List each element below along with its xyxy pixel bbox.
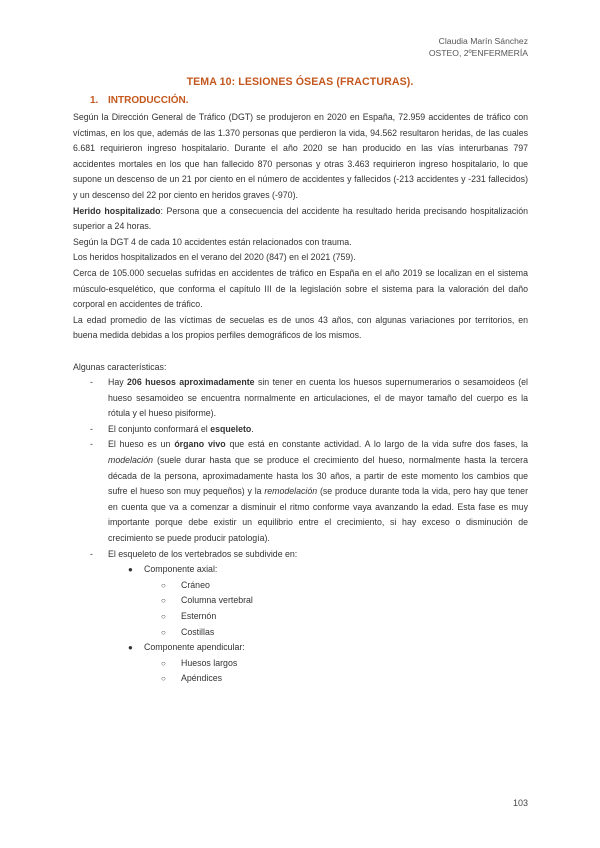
list-item: ○ Costillas (144, 625, 528, 641)
apendicular-items-list (144, 656, 528, 687)
paragraph-heridos-verano: Los heridos hospitalizados en el verano del 2020 (847) en el 2021 (759). (73, 252, 356, 263)
list-item: - El esqueleto de los vertebrados se subdivide en: ● Componente axial: ○ Cráneo ○ Columna vertebral ○ Esternón ○ Costillas ● Componente apendicular: ○ Huesos largos ○ Apéndices (73, 547, 528, 687)
page-number: 103 (512, 798, 528, 808)
paragraph-dgt-stats: Según la Dirección General de Tráfico (DGT) se produjeron en 2020 en España, 72.959 accidentes de tráfico con víctimas, en los que, además de las 1.370 personas que perdieron la vida, 94.562 resultaron heridas, de las cuales 6.681 requirieron ingreso hospitalario. Durante el año 2020 se han producido en las vías interurbanas 797 accidentes mortales en los que han fallecido 870 personas y otras 3.463 requirieron ingreso hospitalario, lo que supone un descenso de un 21 por ciento en el número de accidentes y fallecidos (-213 accidentes y -231 fallecidos) y un descenso del 22 por ciento en heridos graves (-970). (73, 112, 528, 200)
paragraph-edad-promedio: La edad promedio de las víctimas de secuelas es de unos 43 años, con algunas variaciones por territorios, en buena medida debidas a los propios perfiles demográficos de los mismos. (73, 314, 528, 341)
author-name: Claudia Marín Sánchez (438, 36, 528, 46)
circle-bullet: ○ (161, 627, 166, 637)
page-header (429, 35, 528, 59)
section-heading (90, 95, 189, 106)
section-label: INTRODUCCIÓN. (108, 95, 189, 106)
paragraph-caracteristicas: Algunas características: (73, 361, 167, 372)
dash-bullet: - (90, 439, 93, 450)
characteristics-list (73, 375, 528, 687)
course-name: OSTEO, 2ºENFERMERÍA (428, 48, 528, 58)
circle-bullet: ○ (161, 674, 166, 684)
dash-bullet: - (90, 423, 93, 434)
paragraph-trauma: Según la DGT 4 de cada 10 accidentes están relacionados con trauma. (73, 236, 352, 247)
list-item: - El hueso es un órgano vivo que está en constante actividad. A lo largo de la vida sufre dos fases, la modelación (suele durar hasta que se produce el crecimiento del hueso, normalmente hasta la tercera década de la persona, aproximadamente hasta los 30 años, a partir de este momento los cambios que sufre el hueso son muy pequeños) y la remodelación (se produce durante toda la vida, pero hay que tener en cuenta que va a comenzar a disminuir el ritmo conforme vaya avanzando la edad. Esta fase es muy importante porque debe existir un equilibrio entre el crecimiento, si hay exceso o disminución de crecimiento se puede producir patología). (90, 439, 528, 544)
dot-bullet: ● (128, 643, 133, 653)
body-text (73, 110, 528, 687)
list-item: ○ Huesos largos (144, 656, 528, 672)
list-item: ○ Columna vertebral (144, 593, 528, 609)
circle-bullet: ○ (161, 596, 166, 606)
axial-items-list (144, 578, 528, 640)
circle-bullet: ○ (161, 580, 166, 590)
page-title: TEMA 10: LESIONES ÓSEAS (FRACTURAS). (186, 76, 414, 88)
paragraph-secuelas: Cerca de 105.000 secuelas sufridas en accidentes de tráfico en España en el año 2019 se localizan en el sistema músculo-esquelético, que conforma el capítulo III de la legislación sobre el sistema para la valoración del daño corporal en accidentes de tráfico. (73, 267, 528, 310)
skeleton-components-list (108, 562, 528, 687)
section-number: 1. (90, 95, 99, 106)
dot-bullet: ● (128, 565, 133, 575)
dash-bullet: - (90, 377, 93, 388)
list-item: ○ Cráneo (144, 578, 528, 594)
list-item-apendicular: ● Componente apendicular: ○ Huesos largos ○ Apéndices (108, 640, 528, 687)
list-item: ○ Apéndices (144, 671, 528, 687)
list-item: ○ Esternón (144, 609, 528, 625)
paragraph-herido-hospitalizado: Herido hospitalizado: Persona que a consecuencia del accidente ha resultado herida precisando hospitalización superior a 24 horas. (73, 205, 528, 232)
spacer (73, 344, 528, 360)
circle-bullet: ○ (161, 658, 166, 668)
list-item-axial: ● Componente axial: ○ Cráneo ○ Columna vertebral ○ Esternón ○ Costillas (108, 562, 528, 640)
list-item: - Hay 206 huesos aproximadamente sin tener en cuenta los huesos supernumerarios o sesamoideos (el hueso sesamoideo se encuentra normalmente en articulaciones, el de mayor tamaño del cuerpo es la rótula y el hueso pisiforme). (90, 377, 528, 419)
circle-bullet: ○ (161, 612, 166, 621)
term-herido-hospitalizado: Herido hospitalizado (73, 205, 161, 216)
list-item: - El conjunto conformará el esqueleto. (73, 422, 528, 438)
dash-bullet: - (90, 548, 93, 559)
